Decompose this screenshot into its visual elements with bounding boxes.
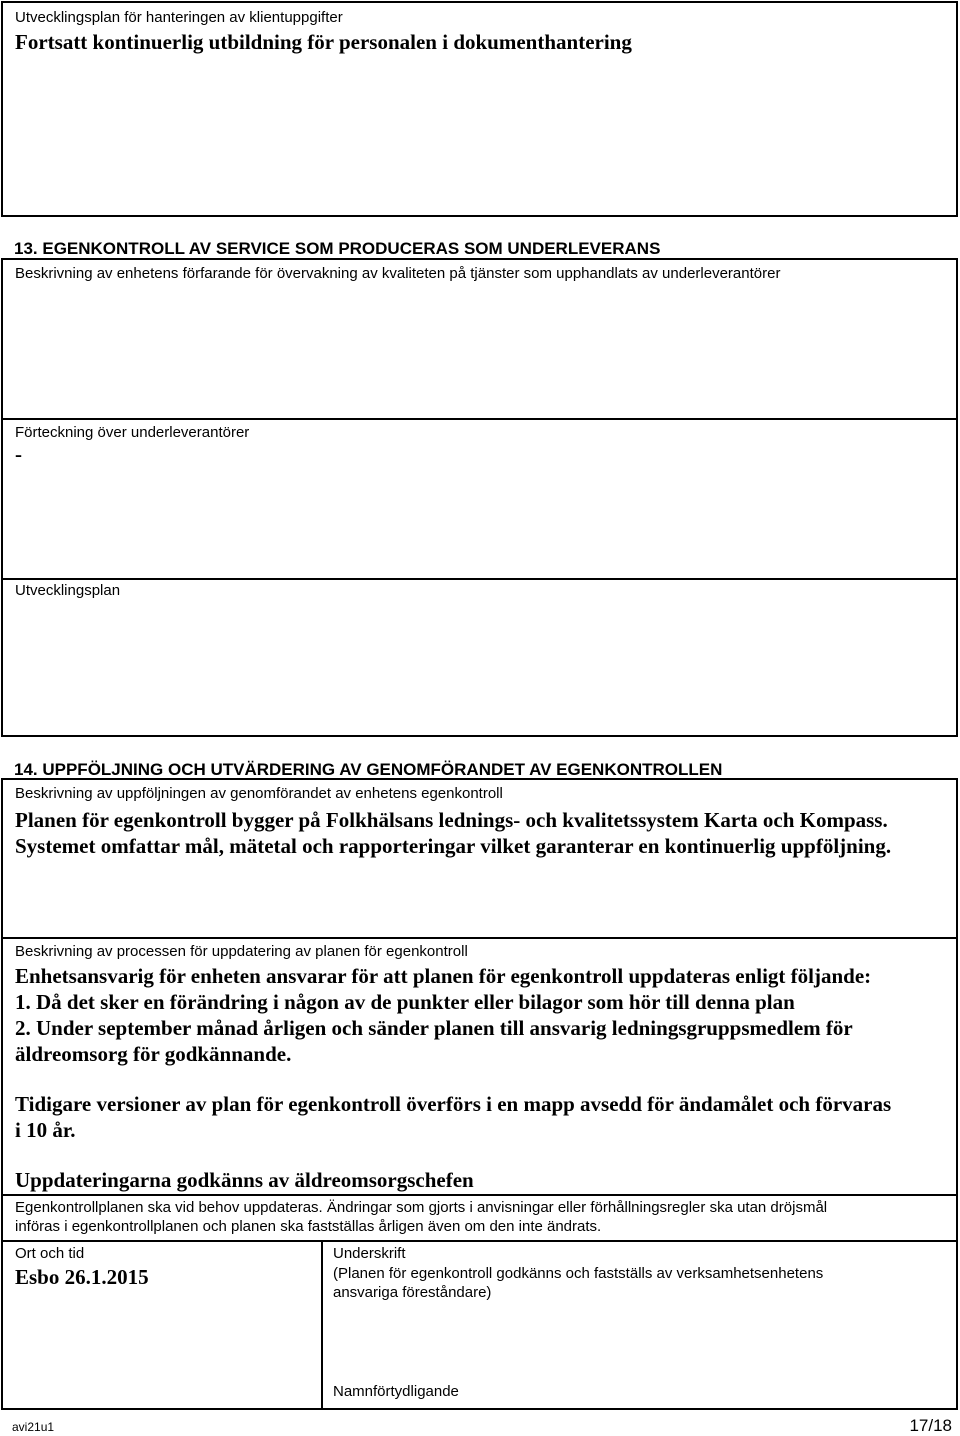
update-note-line: införas i egenkontrollplanen och planen ska fastställas årligen även om den inte ändrats.: [15, 1218, 602, 1235]
signature-label: Underskrift: [333, 1245, 406, 1262]
name-clarification-label: Namnförtydligande: [333, 1383, 459, 1400]
update-text-line: Tidigare versioner av plan för egenkontroll överförs i en mapp avsedd för ändamålet och förvaras: [15, 1092, 892, 1116]
place-time-value: Esbo 26.1.2015: [15, 1265, 149, 1289]
signature-divider: [321, 1240, 323, 1408]
supervision-description-label: Beskrivning av enhetens förfarande för övervakning av kvaliteten på tjänster som upphandlats av underleverantörer: [15, 265, 781, 282]
section-14-box: [1, 778, 958, 1410]
update-text-line: 2. Under september månad årligen och sänder planen till ansvarig ledningsgruppsmedlem för: [15, 1016, 853, 1040]
development-plan-box: [1, 1, 958, 217]
followup-description-label: Beskrivning av uppföljningen av genomförandet av enhetens egenkontroll: [15, 785, 503, 802]
update-text-line: Uppdateringarna godkänns av äldreomsorgschefen: [15, 1168, 474, 1192]
page-number: 17/18: [909, 1416, 952, 1435]
subcontractor-list-label: Förteckning över underleverantörer: [15, 424, 250, 441]
subcontractor-list-value: -: [15, 442, 22, 466]
divider: [3, 578, 956, 580]
followup-text-line: Planen för egenkontroll bygger på Folkhälsans lednings- och kvalitetssystem Karta och Kompass.: [15, 808, 888, 832]
development-plan-value: Fortsatt kontinuerlig utbildning för personalen i dokumenthantering: [15, 30, 632, 54]
divider: [3, 1194, 956, 1196]
section-13-heading: 13. EGENKONTROLL AV SERVICE SOM PRODUCERAS SOM UNDERLEVERANS: [14, 239, 661, 258]
update-text-line: 1. Då det sker en förändring i någon av de punkter eller bilagor som hör till denna plan: [15, 990, 795, 1014]
section-13-box: [1, 258, 958, 737]
development-plan-label: Utvecklingsplan för hanteringen av klientuppgifter: [15, 9, 343, 26]
update-note-line: Egenkontrollplanen ska vid behov uppdateras. Ändringar som gjorts i anvisningar eller förhållningsregler ska utan dröjsmål: [15, 1199, 828, 1216]
update-text-line: Enhetsansvarig för enheten ansvarar för att planen för egenkontroll uppdateras enligt följande:: [15, 964, 872, 988]
divider: [3, 1240, 956, 1242]
update-text-line: i 10 år.: [15, 1118, 76, 1142]
section-14-heading: 14. UPPFÖLJNING OCH UTVÄRDERING AV GENOMFÖRANDET AV EGENKONTROLLEN: [14, 760, 723, 779]
signature-note-line: (Planen för egenkontroll godkänns och fastställs av verksamhetsenhetens: [333, 1265, 824, 1282]
footer-code: avi21u1: [12, 1420, 55, 1434]
followup-text-line: Systemet omfattar mål, mätetal och rapporteringar vilket garanterar en kontinuerlig uppföljning.: [15, 834, 892, 858]
divider: [3, 937, 956, 939]
signature-note-line: ansvariga föreståndare): [333, 1284, 492, 1301]
place-time-label: Ort och tid: [15, 1245, 85, 1262]
development-plan-13-label: Utvecklingsplan: [15, 582, 121, 599]
divider: [3, 418, 956, 420]
update-process-label: Beskrivning av processen för uppdatering av planen för egenkontroll: [15, 943, 468, 960]
update-text-line: äldreomsorg för godkännande.: [15, 1042, 292, 1066]
